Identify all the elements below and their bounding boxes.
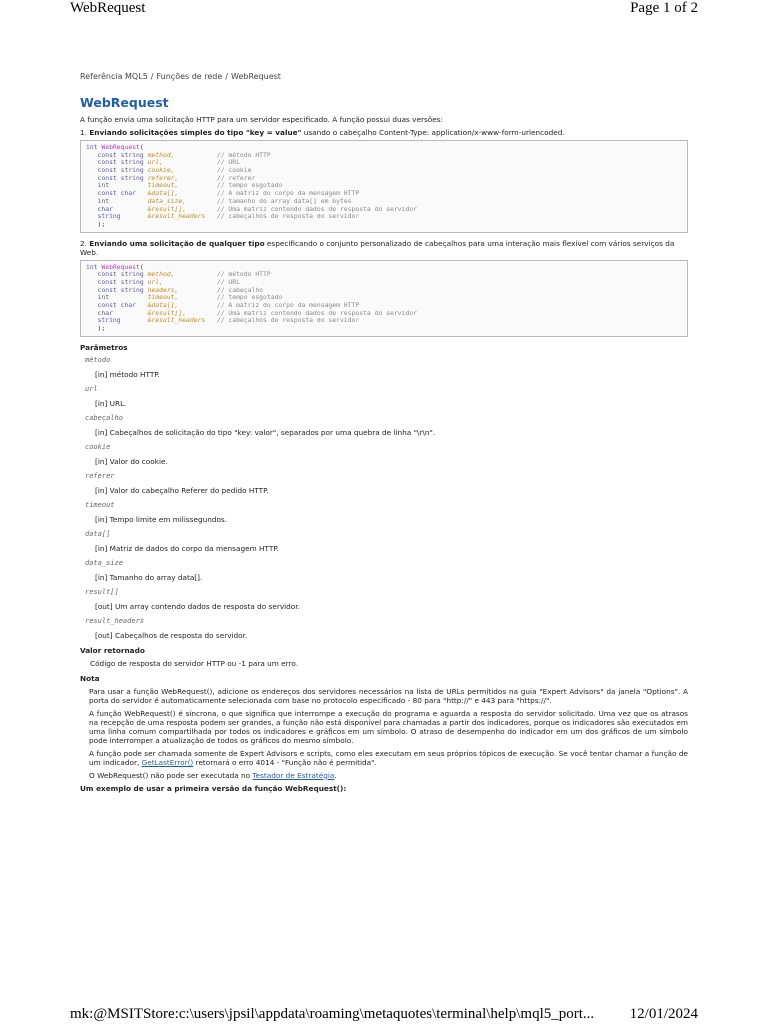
intro-text: A função envia uma solicitação HTTP para um servidor especificado. A função possui duas versões: (80, 115, 443, 124)
code-comment: // tamanho do array data[] em bytes (216, 196, 352, 205)
parameter-desc: [in] Valor do cabeçalho Referer do pedido HTTP. (95, 485, 269, 495)
parameter-desc: [out] Cabeçalhos de resposta do servidor. (95, 630, 248, 640)
code-comment: // URL (216, 158, 240, 167)
code-keyword: string (97, 316, 121, 325)
version1-heading-bold: Enviando solicitações simples do tipo "key = value" (89, 128, 302, 137)
breadcrumb (80, 72, 688, 81)
version2-heading-bold: Enviando uma solicitação de qualquer tipo (89, 238, 265, 248)
note-4-text-before: O WebRequest() não pode ser executada no (89, 770, 253, 780)
parameter-desc: [in] Valor do cookie. (95, 456, 168, 466)
note-3-text-before: A função pode ser chamada somente de Expert Advisors e scripts, como eles executam em seus próprios tópicos de execução. Se você tentar chamar a função de um indicador, (89, 748, 688, 767)
strategy-tester-link[interactable]: Testador de Estratégia (252, 770, 335, 780)
parameter-name: data_size (85, 558, 123, 567)
code-parameter: method, (147, 150, 175, 159)
code-punctuation: ); (97, 219, 106, 228)
code-function-name: WebRequest (101, 143, 140, 151)
parameters-title: Parâmetros (80, 342, 128, 352)
code-comment: // tempo esgotado (216, 293, 283, 302)
parameter-desc: [in] método HTTP. (95, 369, 160, 379)
note-4-text-after: . (334, 770, 337, 780)
code-comment: // tempo esgotado (216, 181, 283, 190)
code-line (86, 213, 682, 221)
code-parameter: headers, (147, 285, 179, 294)
version2-heading-rest: especificando o conjunto personalizado de cabeçalhos para uma interação mais flexível com vários serviços da Web. (80, 238, 675, 257)
code-comment: // cabeçalhos de resposta do servidor (216, 316, 360, 325)
breadcrumb-separator: / (150, 72, 154, 81)
parameter-name: timeout (85, 500, 115, 509)
code-punctuation: ( (139, 262, 144, 271)
parameter-name: result[] (85, 587, 119, 596)
print-header-page: Page 1 of 2 (630, 0, 698, 16)
parameter-desc: [in] Matriz de dados do corpo da mensagem HTTP. (95, 543, 279, 553)
code-punctuation: ); (97, 324, 106, 333)
parameter-desc: [in] Tamanho do array data[]. (95, 572, 203, 582)
code-parameter: &result[], (147, 204, 187, 213)
code-keyword: int (86, 143, 98, 151)
code-comment: // método HTTP (216, 150, 271, 159)
code-keyword: const string (97, 270, 144, 279)
code-comment: // referer (216, 173, 256, 182)
code-parameter: &result[], (147, 308, 187, 317)
code-keyword: const string (97, 150, 144, 159)
code-comment: // A matriz do corpo da mensagem HTTP (216, 301, 360, 309)
code-parameter: &result_headers (147, 212, 206, 221)
parameter-name: referer (85, 471, 115, 480)
code-parameter: cookie, (147, 166, 175, 175)
code-keyword: const char (97, 189, 137, 198)
code-keyword: const char (97, 301, 137, 309)
parameters-list (80, 356, 688, 640)
version1-heading (80, 128, 688, 137)
version1-heading-rest: usando o cabeçalho Content-Type: application/x-www-form-urlencoded. (301, 128, 565, 137)
parameter-name: data[] (85, 529, 111, 538)
code-parameter: method, (147, 270, 175, 279)
code-block-version1 (80, 140, 688, 233)
code-parameter: referer, (147, 173, 179, 182)
document-content (80, 72, 688, 793)
breadcrumb-item-network[interactable]: Funções de rede (156, 72, 223, 81)
print-footer-date: 12/01/2024 (629, 1006, 698, 1022)
code-keyword: char (97, 308, 113, 317)
code-keyword: int (97, 293, 110, 302)
print-header (68, 0, 698, 20)
code-block-version2 (80, 260, 688, 337)
parameter-desc: [in] Tempo limite em milissegundos. (95, 514, 228, 524)
breadcrumb-item-reference[interactable]: Referência MQL5 (80, 72, 148, 81)
code-comment: // cabeçalho (216, 285, 264, 294)
parameter-name: cookie (85, 442, 111, 451)
note-paragraph-4 (89, 771, 688, 780)
note-paragraph-1: Para usar a função WebRequest(), adicione os endereços dos servidores necessários na lista de URLs permitidos na guia "Expert Advisors" da janela "Options". A porta do servidor é automaticamente selecionada com base no protocolo especificado - 80 para "http://" e 443 para "https://". (89, 686, 688, 705)
code-keyword: int (86, 262, 98, 271)
note-paragraph-3 (89, 749, 688, 767)
parameter-desc: [in] URL. (95, 398, 127, 408)
parameter-name: método (85, 355, 111, 364)
return-value-desc: Código de resposta do servidor HTTP ou -1 para um erro. (90, 658, 299, 668)
code-line (86, 221, 682, 229)
code-parameter: data_size, (147, 196, 187, 205)
code-keyword: int (97, 196, 110, 205)
print-footer (68, 1006, 698, 1026)
parameter-name: url (85, 384, 98, 393)
code-comment: // Uma matriz contendo dados de resposta do servidor (216, 308, 417, 317)
return-value-title: Valor retornado (80, 645, 145, 655)
parameter-desc: [in] Cabeçalhos de solicitação do tipo "key: valor", separados por uma quebra de linha "\r\n". (95, 427, 436, 437)
version2-heading-prefix: 2. (80, 238, 90, 248)
parameter-desc: [out] Um array contendo dados de resposta do servidor. (95, 601, 300, 611)
page-title: WebRequest (80, 95, 169, 110)
breadcrumb-separator: / (225, 72, 228, 81)
code-comment: // Uma matriz contendo dados de resposta do servidor (216, 204, 417, 213)
code-parameter: timeout, (147, 181, 179, 190)
code-comment: // método HTTP (216, 270, 271, 279)
note-paragraph-2: A função WebRequest() é síncrona, o que significa que interrompe a execução do programa e aguarda a resposta do servidor solicitado. Uma vez que os atrasos na recepção de uma resposta podem ser grandes, a função não está disponível para chamadas a partir dos indicadores, porque os indicadores são executados em uma linha comum compartilhada por todos os indicadores e gráficos em um símbolo. O atraso de desempenho do indicador em um dos gráficos de um símbolo pode interromper a atualização de todos os gráficos do mesmo símbolo. (89, 708, 688, 745)
code-keyword: int (97, 181, 110, 190)
version1-heading-prefix: 1. (80, 128, 90, 137)
code-parameter: url, (147, 277, 163, 286)
code-parameter: &data[], (147, 301, 179, 309)
code-line (86, 317, 682, 325)
code-comment: // cabeçalhos de resposta do servidor (216, 212, 360, 221)
code-comment: // A matriz do corpo da mensagem HTTP (216, 189, 360, 198)
code-punctuation: ( (139, 143, 144, 151)
parameter-name: cabeçalho (85, 413, 123, 422)
breadcrumb-item-current: WebRequest (231, 72, 281, 81)
code-keyword: const string (97, 277, 144, 286)
note-3-text-after: retornará o erro 4014 - "Função não é permitida". (193, 757, 377, 767)
code-parameter: timeout, (147, 293, 179, 302)
code-keyword: const string (97, 166, 144, 175)
code-comment: // cookie (216, 166, 252, 175)
version2-heading (80, 239, 688, 257)
code-function-name: WebRequest (101, 262, 140, 271)
code-parameter: url, (147, 158, 163, 167)
code-keyword: string (97, 212, 121, 221)
code-keyword: const string (97, 173, 144, 182)
code-line (86, 325, 682, 333)
code-keyword: const string (97, 158, 144, 167)
print-header-title: WebRequest (70, 0, 146, 16)
example-title: Um exemplo de usar a primeira versão da função WebRequest(): (80, 783, 347, 793)
code-parameter: &data[], (147, 189, 179, 198)
code-comment: // URL (216, 277, 240, 286)
parameter-name: result_headers (85, 616, 145, 625)
code-keyword: char (97, 204, 113, 213)
note-title: Nota (80, 673, 100, 683)
code-parameter: &result_headers (147, 316, 206, 325)
code-keyword: const string (97, 285, 144, 294)
print-footer-url: mk:@MSITStore:c:\users\jpsil\appdata\roaming\metaquotes\terminal\help\mql5_port... (70, 1006, 595, 1022)
getlasterror-link[interactable]: GetLastError() (141, 757, 194, 767)
